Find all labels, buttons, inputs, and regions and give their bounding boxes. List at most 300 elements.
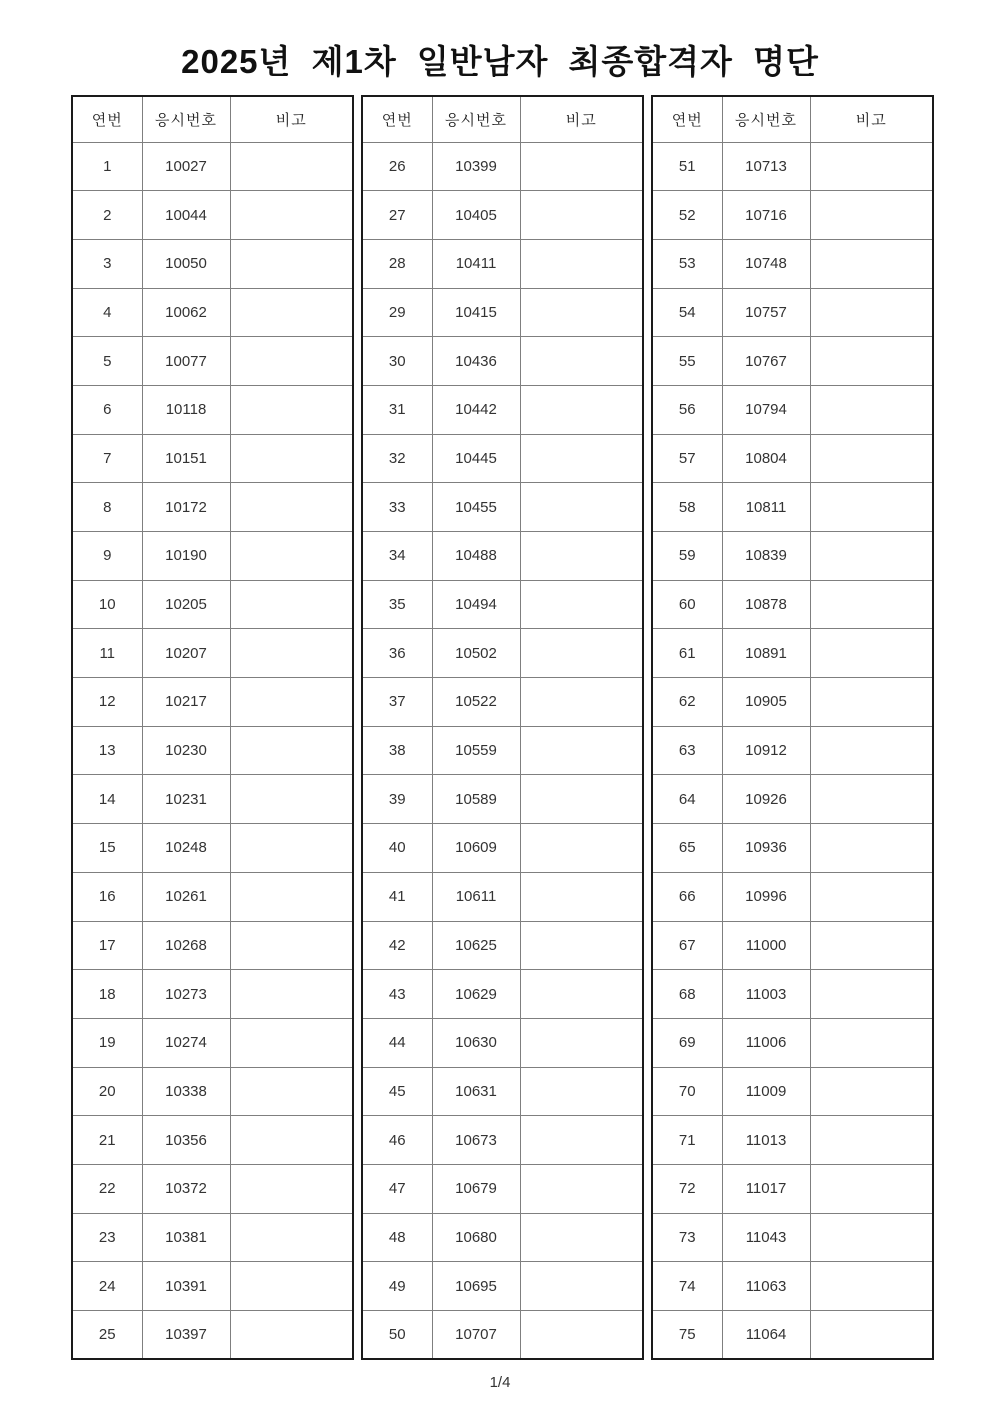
serial-cell: 6 <box>72 385 142 434</box>
serial-cell: 55 <box>652 337 722 386</box>
candidate-number-cell: 10804 <box>722 434 810 483</box>
table-row <box>652 288 933 337</box>
serial-header: 연번 <box>362 96 432 142</box>
remarks-header: 비고 <box>230 96 353 142</box>
remarks-cell <box>230 385 353 434</box>
candidate-number-header: 응시번호 <box>722 96 810 142</box>
candidate-number-cell: 10748 <box>722 239 810 288</box>
table-row <box>652 385 933 434</box>
serial-cell: 50 <box>362 1311 432 1360</box>
candidate-number-cell: 10231 <box>142 775 230 824</box>
candidate-number-cell: 11013 <box>722 1116 810 1165</box>
candidate-number-cell: 10926 <box>722 775 810 824</box>
serial-cell: 32 <box>362 434 432 483</box>
table-row <box>652 1262 933 1311</box>
remarks-cell <box>520 1262 643 1311</box>
serial-cell: 40 <box>362 824 432 873</box>
remarks-cell <box>810 434 933 483</box>
candidate-number-cell: 10405 <box>432 191 520 240</box>
table-row <box>72 678 353 727</box>
serial-cell: 16 <box>72 872 142 921</box>
candidate-number-cell: 10381 <box>142 1213 230 1262</box>
remarks-cell <box>810 1116 933 1165</box>
candidate-number-cell: 10589 <box>432 775 520 824</box>
serial-cell: 43 <box>362 970 432 1019</box>
candidate-number-cell: 10680 <box>432 1213 520 1262</box>
serial-cell: 73 <box>652 1213 722 1262</box>
serial-cell: 1 <box>72 142 142 191</box>
remarks-cell <box>230 629 353 678</box>
table-row <box>362 1018 643 1067</box>
serial-cell: 60 <box>652 580 722 629</box>
table-row <box>72 288 353 337</box>
table-row <box>72 1018 353 1067</box>
serial-cell: 39 <box>362 775 432 824</box>
serial-cell: 58 <box>652 483 722 532</box>
remarks-cell <box>230 872 353 921</box>
serial-cell: 27 <box>362 191 432 240</box>
table-row <box>652 970 933 1019</box>
candidate-number-cell: 10415 <box>432 288 520 337</box>
candidate-number-cell: 11000 <box>722 921 810 970</box>
serial-cell: 67 <box>652 921 722 970</box>
candidate-number-cell: 10679 <box>432 1164 520 1213</box>
candidate-number-cell: 10077 <box>142 337 230 386</box>
candidate-number-cell: 10630 <box>432 1018 520 1067</box>
remarks-cell <box>230 483 353 532</box>
remarks-cell <box>520 532 643 581</box>
candidate-number-cell: 10695 <box>432 1262 520 1311</box>
remarks-cell <box>230 288 353 337</box>
remarks-cell <box>810 1311 933 1360</box>
candidate-number-cell: 10027 <box>142 142 230 191</box>
remarks-header: 비고 <box>520 96 643 142</box>
candidate-number-cell: 10338 <box>142 1067 230 1116</box>
serial-cell: 9 <box>72 532 142 581</box>
table-row <box>362 970 643 1019</box>
candidate-number-cell: 10372 <box>142 1164 230 1213</box>
table-row <box>72 337 353 386</box>
candidate-number-cell: 10936 <box>722 824 810 873</box>
remarks-cell <box>230 580 353 629</box>
table-row <box>72 1213 353 1262</box>
table-row <box>652 434 933 483</box>
remarks-cell <box>810 1067 933 1116</box>
candidate-number-cell: 10488 <box>432 532 520 581</box>
remarks-cell <box>810 1262 933 1311</box>
serial-cell: 70 <box>652 1067 722 1116</box>
serial-cell: 23 <box>72 1213 142 1262</box>
table-row <box>652 1311 933 1360</box>
remarks-cell <box>520 1018 643 1067</box>
remarks-cell <box>230 921 353 970</box>
serial-cell: 34 <box>362 532 432 581</box>
table-row <box>652 483 933 532</box>
serial-header: 연번 <box>652 96 722 142</box>
serial-cell: 48 <box>362 1213 432 1262</box>
candidate-number-cell: 11009 <box>722 1067 810 1116</box>
remarks-cell <box>520 580 643 629</box>
candidate-number-cell: 10455 <box>432 483 520 532</box>
remarks-cell <box>520 629 643 678</box>
table-row <box>652 726 933 775</box>
serial-cell: 3 <box>72 239 142 288</box>
table-row <box>652 1018 933 1067</box>
candidate-number-cell: 10609 <box>432 824 520 873</box>
table-row <box>72 726 353 775</box>
serial-cell: 56 <box>652 385 722 434</box>
remarks-cell <box>810 775 933 824</box>
remarks-cell <box>230 1311 353 1360</box>
candidate-number-cell: 10625 <box>432 921 520 970</box>
table-row <box>652 142 933 191</box>
candidate-number-cell: 10261 <box>142 872 230 921</box>
serial-cell: 17 <box>72 921 142 970</box>
remarks-cell <box>810 872 933 921</box>
table-row <box>362 434 643 483</box>
candidate-number-cell: 10399 <box>432 142 520 191</box>
candidate-number-cell: 11017 <box>722 1164 810 1213</box>
remarks-cell <box>520 191 643 240</box>
page-number: 1/4 <box>489 1374 511 1392</box>
table-row <box>362 288 643 337</box>
candidate-number-cell: 10274 <box>142 1018 230 1067</box>
table-row <box>72 142 353 191</box>
serial-cell: 49 <box>362 1262 432 1311</box>
table-row <box>652 872 933 921</box>
serial-cell: 61 <box>652 629 722 678</box>
serial-cell: 5 <box>72 337 142 386</box>
header-row <box>362 96 643 142</box>
remarks-cell <box>810 142 933 191</box>
page-title: 2025년 제1차 일반남자 최종합격자 명단 <box>181 43 819 80</box>
table-row <box>72 629 353 678</box>
serial-cell: 15 <box>72 824 142 873</box>
candidate-number-cell: 10050 <box>142 239 230 288</box>
serial-cell: 36 <box>362 629 432 678</box>
table-row <box>72 580 353 629</box>
serial-header: 연번 <box>72 96 142 142</box>
remarks-cell <box>810 1018 933 1067</box>
table-row <box>72 1164 353 1213</box>
serial-cell: 38 <box>362 726 432 775</box>
remarks-cell <box>230 726 353 775</box>
serial-cell: 47 <box>362 1164 432 1213</box>
table-row <box>362 191 643 240</box>
candidate-number-cell: 10445 <box>432 434 520 483</box>
table-row <box>362 775 643 824</box>
serial-cell: 52 <box>652 191 722 240</box>
serial-cell: 31 <box>362 385 432 434</box>
candidate-number-cell: 10767 <box>722 337 810 386</box>
roster-table-2 <box>361 95 644 1360</box>
candidate-number-cell: 10673 <box>432 1116 520 1165</box>
serial-cell: 7 <box>72 434 142 483</box>
candidate-number-cell: 10207 <box>142 629 230 678</box>
roster-table-3 <box>651 95 934 1360</box>
table-row <box>72 1262 353 1311</box>
table-row <box>652 532 933 581</box>
serial-cell: 37 <box>362 678 432 727</box>
serial-cell: 26 <box>362 142 432 191</box>
remarks-cell <box>520 921 643 970</box>
remarks-cell <box>520 239 643 288</box>
table-row <box>72 191 353 240</box>
remarks-cell <box>520 726 643 775</box>
remarks-cell <box>520 288 643 337</box>
candidate-number-cell: 10391 <box>142 1262 230 1311</box>
table-row <box>72 1311 353 1360</box>
remarks-cell <box>230 1262 353 1311</box>
remarks-cell <box>230 970 353 1019</box>
remarks-cell <box>230 775 353 824</box>
table-row <box>72 1116 353 1165</box>
serial-cell: 44 <box>362 1018 432 1067</box>
remarks-cell <box>520 142 643 191</box>
remarks-cell <box>230 1213 353 1262</box>
table-row <box>652 580 933 629</box>
table-row <box>362 824 643 873</box>
serial-cell: 75 <box>652 1311 722 1360</box>
remarks-cell <box>810 824 933 873</box>
serial-cell: 35 <box>362 580 432 629</box>
table-row <box>652 191 933 240</box>
candidate-number-cell: 10411 <box>432 239 520 288</box>
table-row <box>362 483 643 532</box>
table-row <box>362 1262 643 1311</box>
serial-cell: 64 <box>652 775 722 824</box>
table-row <box>652 239 933 288</box>
remarks-cell <box>230 1116 353 1165</box>
table-row <box>362 921 643 970</box>
serial-cell: 25 <box>72 1311 142 1360</box>
serial-cell: 72 <box>652 1164 722 1213</box>
remarks-cell <box>810 1213 933 1262</box>
candidate-number-cell: 10205 <box>142 580 230 629</box>
serial-cell: 42 <box>362 921 432 970</box>
roster-tables <box>71 95 927 1360</box>
candidate-number-cell: 11003 <box>722 970 810 1019</box>
table-row <box>72 483 353 532</box>
serial-cell: 69 <box>652 1018 722 1067</box>
serial-cell: 41 <box>362 872 432 921</box>
candidate-number-cell: 10811 <box>722 483 810 532</box>
remarks-cell <box>230 1164 353 1213</box>
candidate-number-cell: 10794 <box>722 385 810 434</box>
table-row <box>362 580 643 629</box>
serial-cell: 65 <box>652 824 722 873</box>
candidate-number-cell: 10878 <box>722 580 810 629</box>
remarks-cell <box>810 337 933 386</box>
candidate-number-header: 응시번호 <box>142 96 230 142</box>
candidate-number-cell: 10248 <box>142 824 230 873</box>
remarks-cell <box>230 142 353 191</box>
table-row <box>362 678 643 727</box>
candidate-number-cell: 10356 <box>142 1116 230 1165</box>
remarks-cell <box>810 970 933 1019</box>
remarks-cell <box>520 872 643 921</box>
candidate-number-cell: 11063 <box>722 1262 810 1311</box>
remarks-cell <box>810 532 933 581</box>
candidate-number-cell: 10217 <box>142 678 230 727</box>
candidate-number-cell: 10118 <box>142 385 230 434</box>
serial-cell: 24 <box>72 1262 142 1311</box>
remarks-cell <box>520 678 643 727</box>
table-row <box>72 1067 353 1116</box>
table-row <box>72 872 353 921</box>
remarks-cell <box>520 1067 643 1116</box>
candidate-number-cell: 10397 <box>142 1311 230 1360</box>
candidate-number-cell: 10436 <box>432 337 520 386</box>
serial-cell: 62 <box>652 678 722 727</box>
table-row <box>362 726 643 775</box>
serial-cell: 2 <box>72 191 142 240</box>
candidate-number-cell: 10273 <box>142 970 230 1019</box>
candidate-number-cell: 10629 <box>432 970 520 1019</box>
table-row <box>362 1213 643 1262</box>
candidate-number-cell: 10891 <box>722 629 810 678</box>
table-row <box>362 142 643 191</box>
serial-cell: 46 <box>362 1116 432 1165</box>
serial-cell: 63 <box>652 726 722 775</box>
candidate-number-cell: 10996 <box>722 872 810 921</box>
candidate-number-cell: 10062 <box>142 288 230 337</box>
candidate-number-cell: 10151 <box>142 434 230 483</box>
table-row <box>652 824 933 873</box>
remarks-cell <box>810 921 933 970</box>
table-row <box>652 1164 933 1213</box>
remarks-cell <box>520 1164 643 1213</box>
serial-cell: 4 <box>72 288 142 337</box>
candidate-number-cell: 10230 <box>142 726 230 775</box>
remarks-cell <box>810 239 933 288</box>
serial-cell: 54 <box>652 288 722 337</box>
table-row <box>362 532 643 581</box>
remarks-cell <box>230 824 353 873</box>
serial-cell: 21 <box>72 1116 142 1165</box>
table-row <box>72 532 353 581</box>
remarks-header: 비고 <box>810 96 933 142</box>
remarks-cell <box>810 580 933 629</box>
table-row <box>72 385 353 434</box>
table-row <box>362 385 643 434</box>
table-row <box>362 629 643 678</box>
table-row <box>652 775 933 824</box>
serial-cell: 71 <box>652 1116 722 1165</box>
roster-table-1 <box>71 95 354 1360</box>
remarks-cell <box>520 385 643 434</box>
table-row <box>362 337 643 386</box>
table-row <box>72 824 353 873</box>
candidate-number-cell: 10442 <box>432 385 520 434</box>
candidate-number-cell: 10502 <box>432 629 520 678</box>
remarks-cell <box>230 678 353 727</box>
serial-cell: 11 <box>72 629 142 678</box>
table-row <box>652 1116 933 1165</box>
candidate-number-header: 응시번호 <box>432 96 520 142</box>
table-row <box>652 1067 933 1116</box>
serial-cell: 10 <box>72 580 142 629</box>
remarks-cell <box>520 824 643 873</box>
candidate-number-cell: 10190 <box>142 532 230 581</box>
candidate-number-cell: 10494 <box>432 580 520 629</box>
table-row <box>72 970 353 1019</box>
candidate-number-cell: 11006 <box>722 1018 810 1067</box>
remarks-cell <box>520 483 643 532</box>
remarks-cell <box>810 726 933 775</box>
candidate-number-cell: 10839 <box>722 532 810 581</box>
candidate-number-cell: 10522 <box>432 678 520 727</box>
table-row <box>72 921 353 970</box>
remarks-cell <box>810 483 933 532</box>
remarks-cell <box>810 678 933 727</box>
table-row <box>362 1067 643 1116</box>
serial-cell: 14 <box>72 775 142 824</box>
table-row <box>362 239 643 288</box>
serial-cell: 13 <box>72 726 142 775</box>
table-row <box>652 1213 933 1262</box>
serial-cell: 18 <box>72 970 142 1019</box>
remarks-cell <box>520 970 643 1019</box>
table-row <box>72 434 353 483</box>
remarks-cell <box>230 239 353 288</box>
remarks-cell <box>520 1116 643 1165</box>
header-row <box>652 96 933 142</box>
candidate-number-cell: 10707 <box>432 1311 520 1360</box>
serial-cell: 57 <box>652 434 722 483</box>
remarks-cell <box>520 1311 643 1360</box>
table-row <box>72 239 353 288</box>
candidate-number-cell: 10268 <box>142 921 230 970</box>
serial-cell: 20 <box>72 1067 142 1116</box>
remarks-cell <box>810 191 933 240</box>
candidate-number-cell: 10611 <box>432 872 520 921</box>
serial-cell: 29 <box>362 288 432 337</box>
remarks-cell <box>520 775 643 824</box>
candidate-number-cell: 10912 <box>722 726 810 775</box>
serial-cell: 8 <box>72 483 142 532</box>
table-row <box>362 1311 643 1360</box>
table-row <box>652 337 933 386</box>
table-row <box>362 872 643 921</box>
serial-cell: 74 <box>652 1262 722 1311</box>
serial-cell: 51 <box>652 142 722 191</box>
serial-cell: 19 <box>72 1018 142 1067</box>
serial-cell: 12 <box>72 678 142 727</box>
candidate-number-cell: 11064 <box>722 1311 810 1360</box>
remarks-cell <box>230 532 353 581</box>
serial-cell: 28 <box>362 239 432 288</box>
remarks-cell <box>810 385 933 434</box>
remarks-cell <box>230 337 353 386</box>
table-row <box>652 921 933 970</box>
candidate-number-cell: 10757 <box>722 288 810 337</box>
candidate-number-cell: 10905 <box>722 678 810 727</box>
serial-cell: 59 <box>652 532 722 581</box>
candidate-number-cell: 10631 <box>432 1067 520 1116</box>
remarks-cell <box>520 434 643 483</box>
serial-cell: 53 <box>652 239 722 288</box>
header-row <box>72 96 353 142</box>
remarks-cell <box>520 337 643 386</box>
remarks-cell <box>230 1067 353 1116</box>
serial-cell: 68 <box>652 970 722 1019</box>
table-row <box>362 1164 643 1213</box>
table-row <box>652 629 933 678</box>
remarks-cell <box>810 288 933 337</box>
table-row <box>72 775 353 824</box>
serial-cell: 66 <box>652 872 722 921</box>
